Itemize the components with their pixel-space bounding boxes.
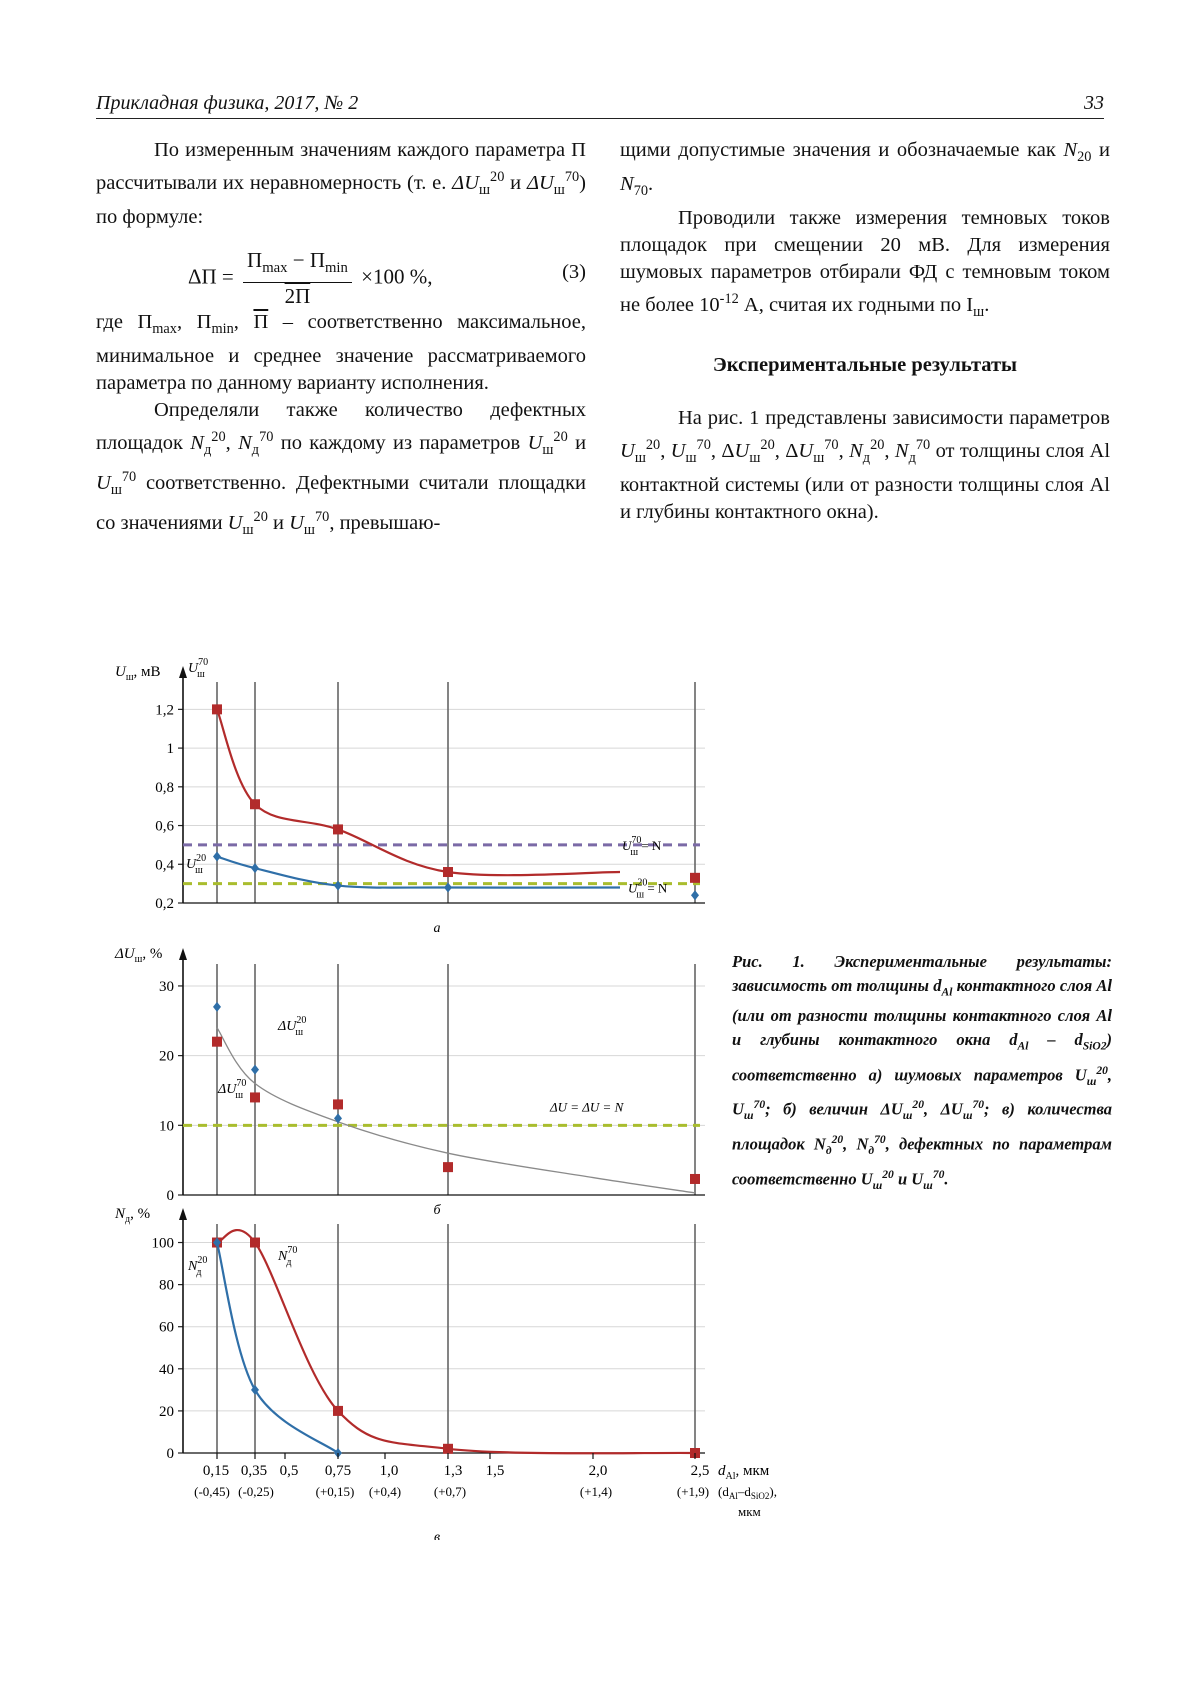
right-column	[620, 137, 1110, 526]
y-tick-label: 0,2	[155, 896, 174, 912]
formula-number: (3)	[562, 259, 586, 286]
reference-label-U70: U70ш = N	[622, 835, 662, 858]
section-title: Экспериментальные результаты	[620, 352, 1110, 379]
page-number: 33	[1084, 92, 1104, 115]
page-header	[96, 88, 1104, 119]
x-tick-label: 1,5	[486, 1463, 505, 1479]
data-point-ΔU70	[690, 1174, 700, 1184]
x-secondary-label: (-0,25)	[238, 1484, 274, 1499]
y-tick-label: 40	[159, 1362, 174, 1378]
x-tick-label: 0,75	[325, 1463, 351, 1479]
chart-panel-c	[114, 1206, 777, 1540]
chart-panel-b	[114, 946, 705, 1218]
series-label-N70: N70д	[277, 1245, 297, 1268]
data-point-ΔU70	[250, 1092, 260, 1102]
x-tick-label: 0,5	[280, 1463, 299, 1479]
data-point-U70	[690, 873, 700, 883]
data-point-U70	[250, 799, 260, 809]
x-secondary-axis-label: (dAl–dSiO2),	[718, 1484, 777, 1501]
data-point-N70	[250, 1238, 260, 1248]
reference-label-U20: U20ш = N	[628, 878, 668, 901]
panel-label: б	[433, 1203, 441, 1218]
paragraph: Проводили также измерения темновых токов площадок при смещении 20 мВ. Для измерения шумовых параметров отбирали ФД с темновым током не более 10-12 А, считая их годными по Iш.	[620, 205, 1110, 326]
chart-panel-a	[115, 657, 705, 936]
data-point-U70	[333, 824, 343, 834]
y-tick-label: 100	[152, 1236, 175, 1252]
data-point-ΔU70	[333, 1099, 343, 1109]
data-point-U70	[212, 704, 222, 714]
y-axis-label: Uш, мВ	[115, 664, 161, 683]
y-tick-label: 1,2	[155, 702, 174, 718]
y-axis-label: Nд, %	[114, 1206, 150, 1225]
data-point-U20	[691, 890, 699, 900]
x-secondary-label: (+0,7)	[434, 1484, 466, 1499]
data-point-ΔU20	[251, 1065, 259, 1075]
journal-title: Прикладная физика, 2017, № 2	[96, 92, 358, 115]
data-point-N70	[333, 1406, 343, 1416]
data-point-ΔU20	[213, 1002, 221, 1012]
y-axis-arrow	[179, 666, 187, 678]
series-label-N20: N20д	[187, 1255, 207, 1278]
panel-label: а	[434, 921, 441, 936]
y-axis-arrow	[179, 948, 187, 960]
left-column	[96, 137, 586, 544]
data-point-U20	[213, 852, 221, 862]
y-tick-label: 80	[159, 1278, 174, 1294]
y-axis-arrow	[179, 1208, 187, 1220]
y-tick-label: 0	[167, 1188, 175, 1204]
trend-line	[217, 1028, 695, 1193]
data-point-U70	[443, 867, 453, 877]
x-secondary-axis-unit: мкм	[738, 1504, 761, 1519]
y-tick-label: 0,6	[155, 819, 174, 835]
x-secondary-label: (-0,45)	[194, 1484, 230, 1499]
paragraph: щими допустимые значения и обозначаемые как N20 и N70.	[620, 137, 1110, 205]
data-point-ΔU20	[334, 1113, 342, 1123]
paragraph: Определяли также количество дефектных площадок Nд20, Nд70 по каждому из параметров Uш20 и Uш70 соответственно. Дефектными считали площадки со значениями Uш20 и Uш70, превышаю-	[96, 397, 586, 544]
x-secondary-label: (+1,9)	[677, 1484, 709, 1499]
y-tick-label: 10	[159, 1118, 174, 1134]
paragraph: По измеренным значениям каждого параметра П рассчитывали их неравномерность (т. е. ΔUш20 и ΔUш70) по формуле:	[96, 137, 586, 231]
x-axis-label: dAl, мкм	[718, 1463, 770, 1482]
x-tick-label: 2,5	[691, 1463, 710, 1479]
series-line-U70	[217, 709, 620, 875]
y-tick-label: 0	[167, 1446, 175, 1462]
y-axis-label: ΔUш, %	[114, 946, 162, 965]
paragraph: где Пmax, Пmin, П – соответственно максимальное, минимальное и среднее значение рассматриваемого параметра по данному варианту исполнения.	[96, 309, 586, 397]
figure-caption: Рис. 1. Экспериментальные результаты: зависимость от толщины dAl контактного слоя Al (или от разности толщины контактного слоя Al и глубины контактного окна dAl – dSiO2) соответственно а) шумовых параметров Uш20, Uш70; б) величин ΔUш20, ΔUш70; в) количества площадок Nд20, Nд70, дефектных по параметрам соответственно Uш20 и Uш70.	[732, 950, 1112, 1198]
x-tick-label: 2,0	[589, 1463, 608, 1479]
x-tick-label: 0,15	[203, 1463, 229, 1479]
y-tick-label: 20	[159, 1404, 174, 1420]
x-secondary-label: (+0,4)	[369, 1484, 401, 1499]
figure-1	[0, 600, 780, 1540]
formula-3: ΔП = Пmax − Пmin 2П ×100 %, (3)	[96, 237, 586, 307]
data-point-N70	[443, 1444, 453, 1454]
series-label-U70: U70ш	[188, 657, 208, 680]
x-tick-label: 0,35	[241, 1463, 267, 1479]
series-label-dU20: ΔU20ш	[277, 1015, 306, 1038]
x-tick-label: 1,0	[380, 1463, 399, 1479]
series-label-U20: U20ш	[186, 853, 206, 876]
reference-label-dU: ΔU = ΔU = N	[549, 1099, 625, 1114]
x-secondary-label: (+1,4)	[580, 1484, 612, 1499]
x-secondary-label: (+0,15)	[316, 1484, 355, 1499]
x-tick-label: 1,3	[444, 1463, 463, 1479]
y-tick-label: 60	[159, 1320, 174, 1336]
data-point-ΔU70	[212, 1037, 222, 1047]
y-tick-label: 20	[159, 1049, 174, 1065]
panel-label: в	[434, 1530, 440, 1540]
y-tick-label: 1	[167, 741, 175, 757]
series-line-N20	[217, 1243, 338, 1453]
y-tick-label: 0,4	[155, 857, 174, 873]
data-point-U20	[334, 881, 342, 891]
data-point-ΔU70	[443, 1162, 453, 1172]
y-tick-label: 30	[159, 979, 174, 995]
paragraph: На рис. 1 представлены зависимости параметров Uш20, Uш70, ΔUш20, ΔUш70, Nд20, Nд70 от толщины слоя Al контактной системы (или от разности толщины слоя Al и глубины контактного окна).	[620, 405, 1110, 526]
series-label-dU70: ΔU70ш	[217, 1078, 246, 1101]
y-tick-label: 0,8	[155, 780, 174, 796]
